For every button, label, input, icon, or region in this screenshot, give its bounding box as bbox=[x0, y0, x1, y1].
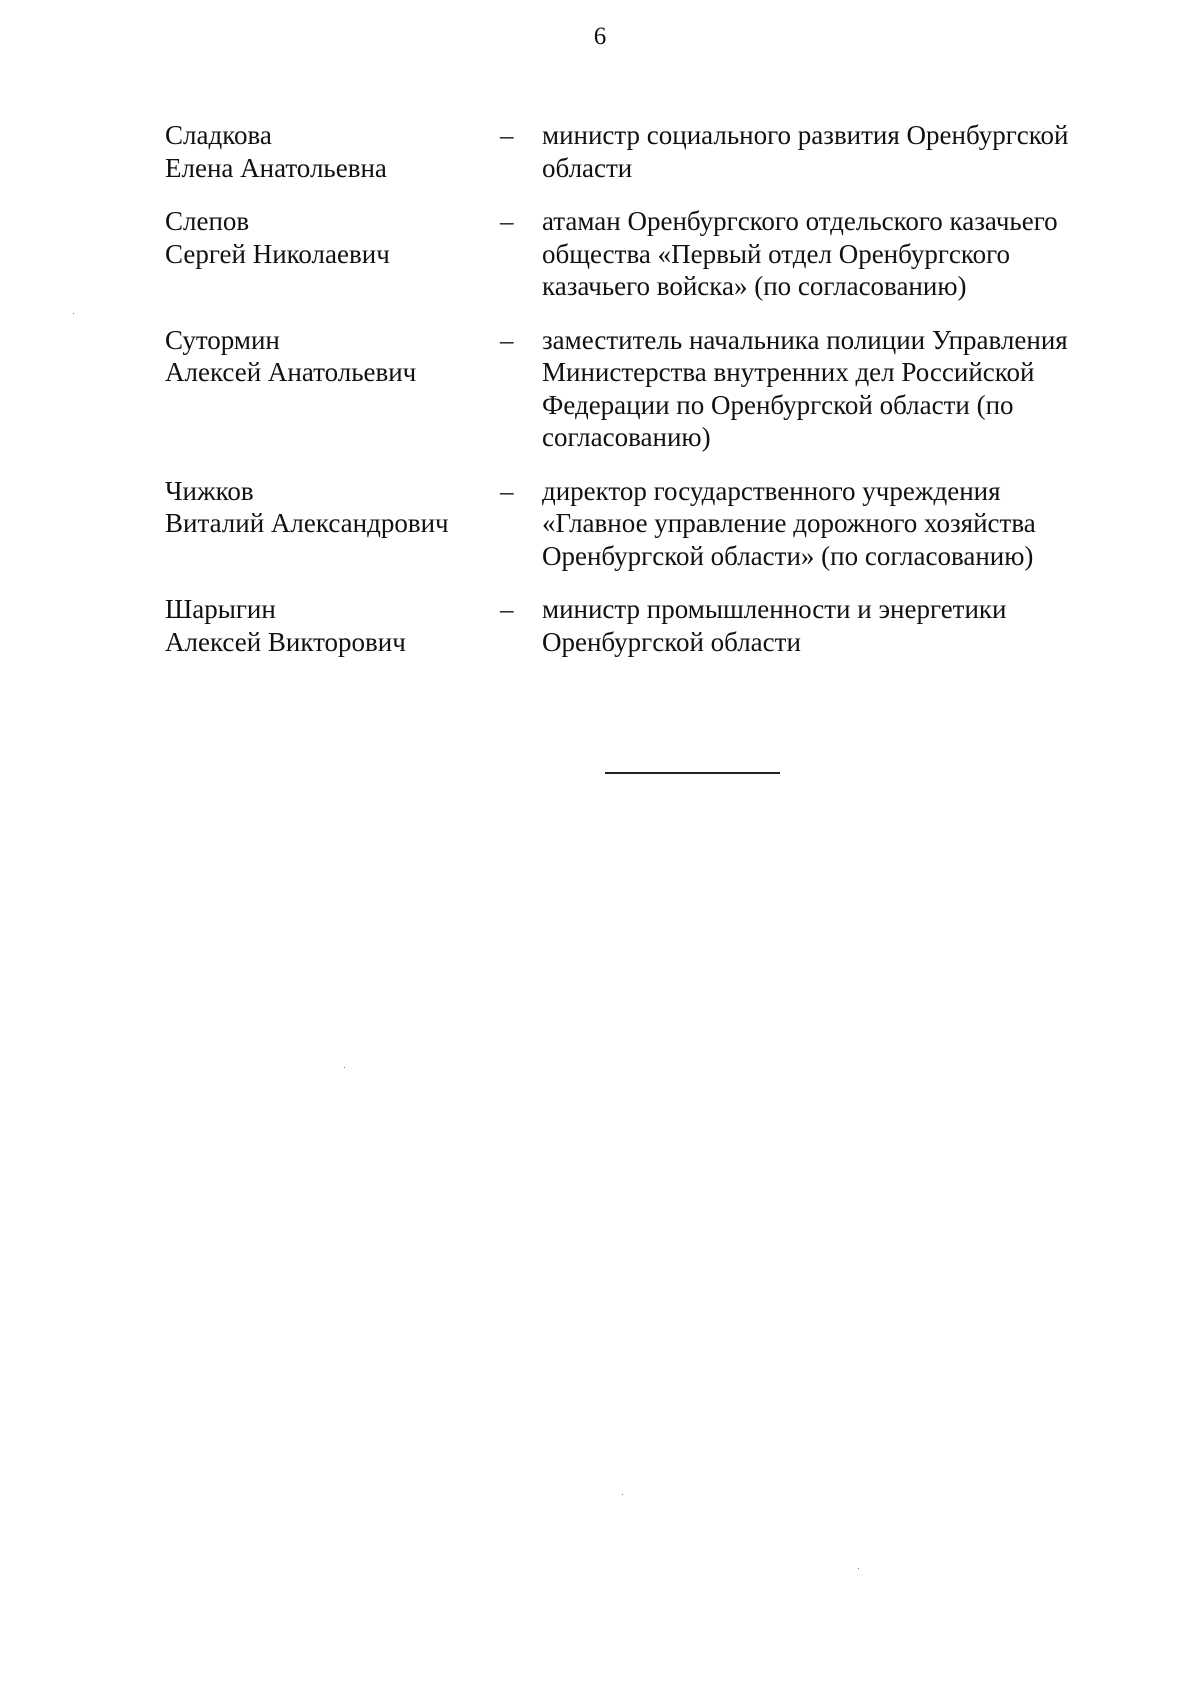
member-given-names: Виталий Александрович bbox=[165, 508, 449, 538]
member-given-names: Сергей Николаевич bbox=[165, 238, 390, 269]
member-row bbox=[165, 324, 1110, 454]
member-row bbox=[165, 205, 1110, 303]
member-surname: Сладкова bbox=[165, 120, 272, 150]
member-position: директор государственного учреждения «Главное управление дорожного хозяйства Оренбургской области» (по согласованию) bbox=[542, 475, 1036, 571]
member-dash: – bbox=[500, 594, 514, 624]
member-given-names: Елена Анатольевна bbox=[165, 152, 387, 183]
member-surname: Слепов bbox=[165, 206, 250, 236]
closing-rule bbox=[605, 772, 780, 774]
scan-speck bbox=[73, 313, 74, 314]
member-position: министр социального развития Оренбургской области bbox=[542, 120, 1069, 183]
member-dash: – bbox=[500, 120, 514, 150]
member-dash: – bbox=[500, 206, 514, 236]
member-row bbox=[165, 475, 1110, 573]
member-name bbox=[165, 475, 500, 540]
member-surname: Сутормин bbox=[165, 324, 280, 355]
scan-speck bbox=[858, 1568, 859, 1569]
member-name bbox=[165, 119, 500, 184]
member-position: заместитель начальника полиции Управления Министерства внутренних дел Российской Федерации по Оренбургской области (по согласованию) bbox=[542, 324, 1068, 452]
member-row bbox=[165, 593, 1110, 658]
member-surname: Шарыгин bbox=[165, 594, 276, 624]
member-given-names: Алексей Викторович bbox=[165, 626, 406, 657]
member-position: атаман Оренбургского отдельского казачьего общества «Первый отдел Оренбургского казачьего войска» (по согласованию) bbox=[542, 206, 1058, 301]
member-surname: Чижков bbox=[165, 475, 254, 506]
member-given-names: Алексей Анатольевич bbox=[165, 357, 417, 387]
member-name bbox=[165, 324, 500, 389]
member-list bbox=[165, 119, 1110, 679]
member-row bbox=[165, 119, 1110, 184]
scan-speck bbox=[622, 1494, 623, 1495]
member-name bbox=[165, 593, 500, 658]
member-position: министр промышленности и энергетики Оренбургской области bbox=[542, 594, 1007, 657]
member-name bbox=[165, 205, 500, 270]
scan-speck bbox=[344, 1067, 345, 1068]
page-number: 6 bbox=[593, 23, 607, 50]
member-dash: – bbox=[500, 324, 514, 355]
member-dash: – bbox=[500, 475, 514, 506]
